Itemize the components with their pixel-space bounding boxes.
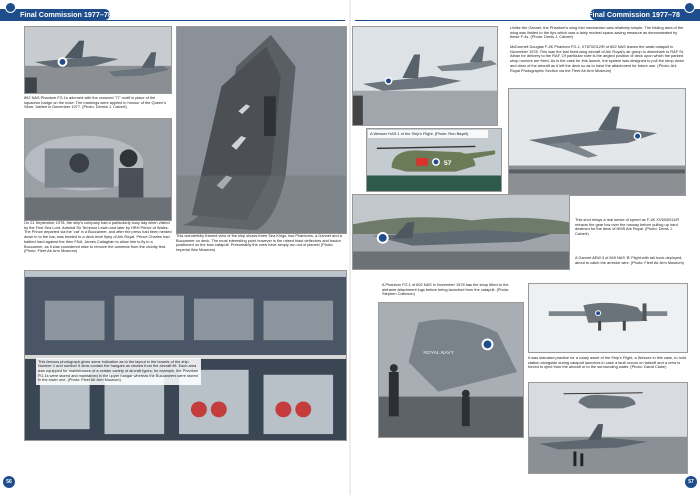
photo-phantom-launch <box>508 88 686 196</box>
header-title-right: Final Commission 1977–78 <box>588 10 680 19</box>
header-title-left: Final Commission 1977–78 <box>20 10 112 19</box>
page-gutter <box>349 0 351 495</box>
phantom-fuselage-text: ROYAL NAVY <box>423 351 454 357</box>
caption-rotary-guard: It was standard practice for a rotary asset of the Ship’s Flight, a Wessex in this case, to hold station alongside during catapult launches in case a fault occurs on takeoff and a crew is forced to eject from the aircraft or to the surrounding water. (Photo: David Claire) <box>528 355 686 370</box>
photo-hangar-decks <box>24 270 347 441</box>
caption-gannet: A Gannet AEW.3 of 849 NAS ‘B’ Flight with tail hook deployed, about to catch the arrestor wire. (Photo: Fleet Air Arm Museum) <box>575 255 684 265</box>
photo-royal-visit-cockpit <box>24 118 172 221</box>
photo-wing-fold-phantoms <box>352 26 498 126</box>
caption-wessex: A Wessex HAS.1 of the Ship’s Flight. (Photo: Ron Bayell) <box>368 130 488 138</box>
caption-royal-visit: On 21 September 1978, the ship’s company had a particularly busy day when visited by the First Sea Lord, Admiral Sir Terrence Lewin and later by HRH Prince of Wales. The Prince departed via the ‘cat’ in a Buccaneer, and after the press had been herded down in to the bar, was treated to a deck-level flyby of Ark Royal. Prince Charles had battled hard against the then FNA, James Callaghan to allow him to fly in a Buccaneer, as it was considered wise to remove the cameras from the vicinity first. (Photo: Fleet Air Arm Museum) <box>24 220 172 254</box>
section-dot-right <box>684 2 695 13</box>
header-rule-left <box>0 20 345 21</box>
section-dot-left <box>5 2 16 13</box>
caption-overhead-view: This wonderfully framed view of the ship shows three Sea Kings, two Phantoms, a Gannet and a Buccaneer on deck. The most interesting point however is the raised blast deflectors and tractor positioned on the bow catapult. Presumably the crew have simply run out of planes! (Photo: Imperial War Museum) <box>176 233 342 253</box>
photo-phantom-fast-pass <box>352 194 570 270</box>
caption-wing-fold: Unlike the Gannet, the Phantom’s wing fold mechanism was relatively simple. The folding area of the wing was limited to the tips which was a fairly modest space-saving measure as demonstrated by these F-4s. (Photo: Denis J. Calvert) <box>510 25 684 40</box>
photo-overhead-carrier <box>176 26 347 234</box>
caption-hangar: This famous photograph gives some indication as to the layout in the bowels of the ship. Number 1 and number 5 deck contain the hangars as viewed from the aircraft lift. Each area was equipped for maintenance of a certain variety of aircraft types; for example, the Phantom FG.1s were stored and maintained in the upper hangar whereas the Buccaneers were stored in the lower one. (Photo: Fleet Air Arm Museum) <box>36 358 201 385</box>
caption-speed-brake: This shot relays a real sense of speed as F-4K XV593/011/R retracts the gear low over the runway before pulling up hard destined for the deck of HMS Ark Royal. (Photo: Denis J. Calvert) <box>575 217 680 237</box>
caption-bridle: A Phantom FG.1 of 892 NAS in November 1978 has the strop fitted to the airframe attachment lugs before being launched from the catapult. (Photo: Stephen Collinson) <box>382 282 510 297</box>
wessex-side-number: 57 <box>443 159 452 167</box>
header-rule-right <box>355 20 700 21</box>
caption-phantom-badge: 892 NAS Phantom FG.1s adorned with the crowned ’77’ motif in place of the squadron badge on the nose. The markings were applied in honour of the Queen’s Silver Jubilee in December 1977. (Photo: Dennis J. Calvert) <box>24 95 166 110</box>
photo-rotary-guard <box>528 382 688 474</box>
page-number-left: 56 <box>3 476 15 488</box>
page-number-right: 57 <box>685 476 697 488</box>
caption-catapult-launch: McDonnell Douglas F-4K Phantom FG.1, XT870/012/R of 892 NAS leaves the waist catapult in November 1978. This was the last fixed-wing aircraft of Ark Royal’s air group to disembark to RAF St. Athan for delivery to the RAF. Of particular note is the angled position of deck upon which the parked shop runners are fixed. As is the case for this launch, the system was designed to pull the strop down and clear of the aircraft as it left the deck so as to have the attachment for future use. (Photo: Ark Royal Photographic Section via the Fleet Air Arm Museum) <box>510 44 685 73</box>
photo-gannet-approach <box>528 283 688 353</box>
photo-phantoms-on-deck <box>24 26 172 94</box>
photo-bridle-hookup <box>378 302 524 438</box>
